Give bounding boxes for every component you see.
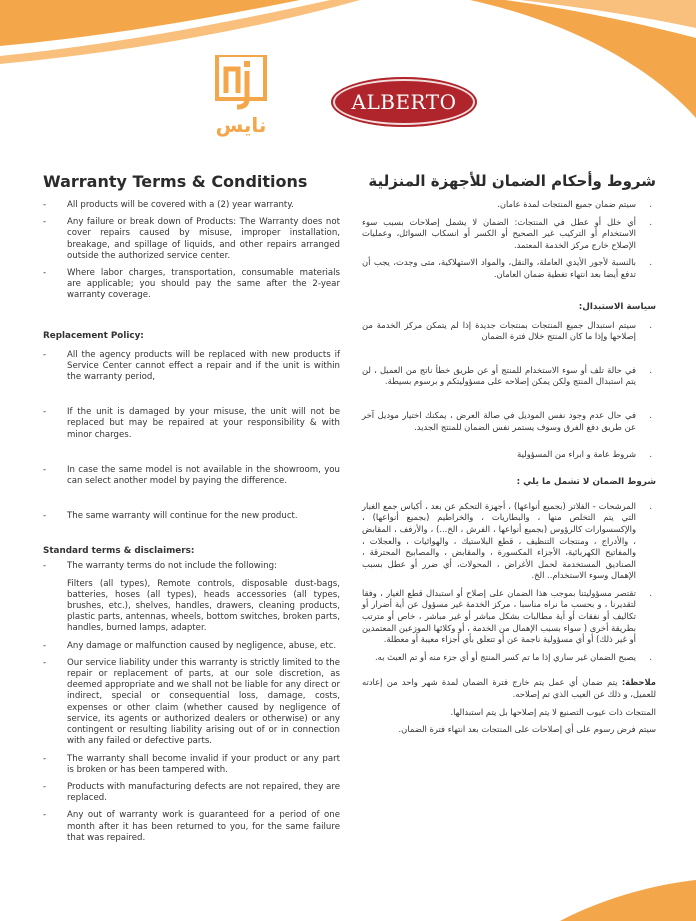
- alberto-logo: [331, 77, 477, 127]
- arabic-replacement-heading: سياسة الاستبدال:: [578, 301, 656, 312]
- list-item: - If the unit is damaged by your misuse, the unit will not be replaced but may be repaired at your responsibility & with minor charges.: [43, 407, 340, 441]
- alberto-wordmark: ALBERTO: [351, 90, 457, 114]
- list-item: . في حال عدم وجود نفس الموديل في صالة العرض ، يمكنك اختيار موديل آخر عن طريق دفع الفرق وسوف يستمر نفس الضمان للمنتج الجديد.: [362, 410, 656, 433]
- list-item: - The same warranty will continue for the new product.: [43, 511, 340, 522]
- list-item: . سيتم ضمان جميع المنتجات لمدة عامان.: [362, 199, 656, 211]
- standard-terms-heading: Standard terms & disclaimers:: [43, 546, 195, 557]
- list-item: . يصبح الضمان غير ساري إذا ما تم كسر المنتج أو أي جزء منه أو تم العبث به.: [362, 652, 656, 664]
- note-text: يتم ضمان أي عمل يتم خارج فترة الضمان لمدة شهر واحد من إعادته للعميل، و ذلك عن العيب الذي تم إصلاحه.: [362, 677, 656, 700]
- list-item: - In case the same model is not available in the showroom, you can select another model by paying the difference.: [43, 465, 340, 487]
- list-item: - Any out of warranty work is guaranteed for a period of one month after it has been returned to you, for the same failure that was repaired.: [43, 810, 340, 844]
- list-item: - Where labor charges, transportation, consumable materials are applicable; you should pay the same after the 2-year warranty coverage.: [43, 268, 340, 302]
- nice-logo: [213, 55, 269, 137]
- list-item: . بالنسبة لأجور الأيدي العاملة، والنقل، والمواد الاستهلاكية، متى وجدت، يجب أن تدفع أيضا بعد انتهاء تغطية ضمان العامان.: [362, 257, 656, 280]
- arabic-exclusions-list: [362, 501, 656, 664]
- list-item: . تقتصر مسؤوليتنا بموجب هذا الضمان على إصلاح أو استبدال قطع الغيار ، وفقا لتقديرنا ، و بحسب ما نراه مناسبا ، مركز الخدمة غير مسؤول عن أية أضرار أو تكاليف أو نفقات أو أية مطالبات بشكل مباشر أو غير مباشر ، خاص أو مترتب بطريقة أخرى ( سواء بسبب الإهمال من الخدمة ، أو وكلائها الموزعين المعتمدين أو غير ذلك) أو أي مسؤولية ناجمة عن أو تتعلق بأي أجزاء معيبة أو معطلة.: [362, 588, 656, 646]
- list-item: . سيتم استبدال جميع المنتجات بمنتجات جديدة إذا لم يتمكن مركز الخدمة من إصلاحها وإذا ما كان المنتج خلال فترة الضمان: [362, 320, 656, 343]
- arabic-exclusions-heading: شروط الضمان لا تشمل ما يلي :: [516, 476, 656, 487]
- list-item-text: - The warranty terms do not include the following:: [67, 561, 277, 572]
- list-item: . شروط عامة و ابراء من المسؤولية: [362, 449, 656, 461]
- list-item-subtext: Filters (all types), Remote controls, disposable dust-bags, batteries, hoses (all types), heads accessories (all types, brushes, etc.), shelves, handles, drawers, cleaning products, plastic parts, antennas, wheels, bottom switches, broken parts, handles, burned lamps, adapter.: [67, 578, 340, 634]
- nice-arabic-name: نايس: [215, 113, 267, 137]
- list-item: . أي خلل أو عطل في المنتجات: الضمان لا يشمل إصلاحات بسبب سوء الاستخدام أو التركيب غير الصحيح أو الكسر أو انسكاب السوائل، وعمليات الإصلاح خارج مركز الخدمة المعتمد.: [362, 217, 656, 252]
- english-title: Warranty Terms & Conditions: [43, 172, 308, 191]
- logo-area: [0, 55, 696, 165]
- arabic-replacement-list: [362, 320, 656, 461]
- list-item: - Our service liability under this warranty is strictly limited to the repair or replacement of parts, at our sole discretion, as deemed appropriate and we shall not be liable for any direct or indirect, special or consequential loss, damage, costs, expenses or other claim (whether caused by negligence of service, its agents or authorized dealers or otherwise) or any contingent or resulting liability arising out of or in connection with any failed or defective parts.: [43, 658, 340, 748]
- arabic-title: شروط وأحكام الضمان للأجهزة المنزلية: [368, 172, 656, 190]
- nice-logo-icon: [213, 55, 269, 111]
- arabic-fees-paragraph: سيتم فرض رسوم على أي إصلاحات على المنتجات بعد انتهاء فترة الضمان.: [398, 724, 656, 735]
- arabic-note: [362, 677, 656, 700]
- english-standard-list: [43, 561, 340, 843]
- english-replacement-list: [43, 350, 340, 523]
- list-item: - The warranty shall become invalid if your product or any part is broken or has been tampered with.: [43, 754, 340, 776]
- list-item: - All the agency products will be replaced with new products if Service Center cannot effect a repair and if the unit is within the warranty period,: [43, 350, 340, 384]
- list-item: - Any damage or malfunction caused by negligence, abuse, etc.: [43, 641, 340, 652]
- english-column: [43, 172, 340, 844]
- list-item: - All products will be covered with a (2) year warranty.: [43, 200, 340, 211]
- list-item: . في حالة تلف أو سوء الاستخدام للمنتج أو عن طريق خطأ ناتج من العميل ، لن يتم استبدال المنتج ولكن يمكن إصلاحه على مسؤوليتكم و برسوم بسيطة.: [362, 365, 656, 388]
- arabic-column: [362, 172, 656, 736]
- list-item: - Products with manufacturing defects are not repaired, they are replaced.: [43, 782, 340, 804]
- note-label: ملاحظة:: [621, 677, 656, 688]
- list-item: . المرشحات - الفلاتر (بجميع أنواعها) ، أجهزة التحكم عن بعد ، أكياس جمع الغبار التي يتم التخلص منها ، والبطاريات ، والخراطيم (بجميع أنواعها) ، والإكسسوارات كالرؤوس (بجميع أنواعها ، الفرش ، الخ...) ، والأرفف ، المقابض ، والأدراج ، ومنتجات التنظيف ، قطع البلاستيك ، والهوائيات ، والعجلات ، والمفاتيح الكهربائية، الأجزاء المكسورة ، والمقابض ، والمصابيح المحترقة ، الصناديق المستخدمة لحمل الأغراض ، المحولات، أي ضرر أو عطل بسبب الإهمال وسوء الاستخدام.. الخ.: [362, 501, 656, 582]
- arabic-defects-paragraph: المنتجات ذات عيوب التصنيع لا يتم إصلاحها بل يتم استبدالها.: [450, 706, 656, 717]
- arabic-intro-list: [362, 199, 656, 281]
- list-item: [43, 561, 340, 634]
- english-intro-list: [43, 200, 340, 302]
- list-item: - Any failure or break down of Products: The Warranty does not cover repairs caused by misuse, improper installation, breakage, and spillage of liquids, and other repairs arranged outside the authorized service center.: [43, 217, 340, 262]
- replacement-heading: Replacement Policy:: [43, 330, 144, 341]
